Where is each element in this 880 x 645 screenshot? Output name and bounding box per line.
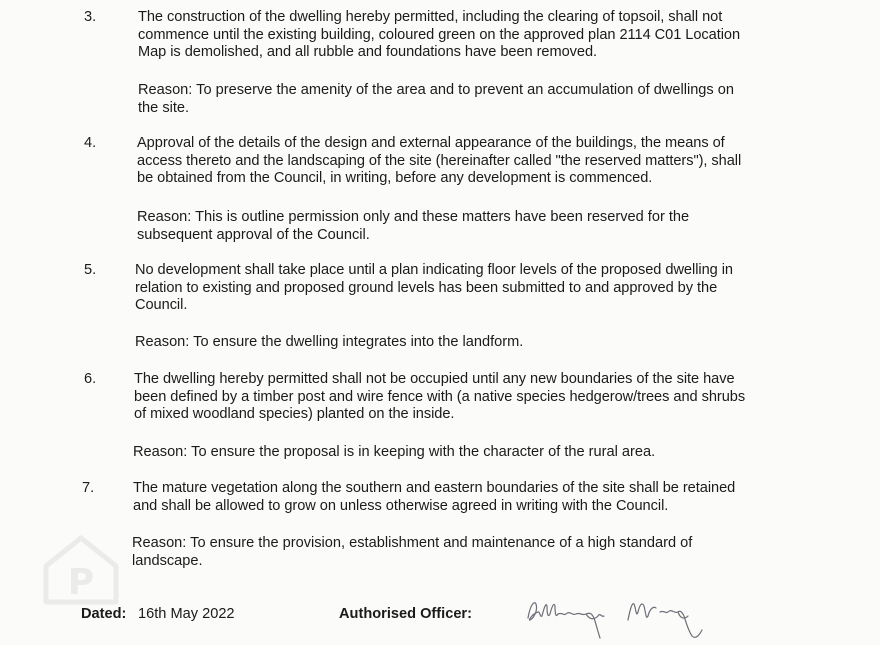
- condition-text: [138, 9, 808, 62]
- condition-line: relation to existing and proposed ground levels has been submitted to and approved by the: [135, 279, 718, 296]
- condition-text: [137, 135, 807, 188]
- condition-text: [133, 480, 803, 515]
- condition-text: [135, 262, 805, 315]
- condition-line: The construction of the dwelling hereby permitted, including the clearing of topsoil, shall not: [138, 9, 723, 25]
- dated-label: Dated:: [81, 606, 127, 622]
- condition-reason: [137, 209, 807, 244]
- condition-number: 4.: [84, 135, 97, 151]
- condition-reason: [135, 334, 805, 352]
- reason-line: Reason: To ensure the provision, establishment and maintenance of a high standard of: [132, 535, 693, 551]
- condition-line: The mature vegetation along the southern and eastern boundaries of the site shall be retained: [133, 480, 736, 496]
- reason-line: Reason: To preserve the amenity of the area and to prevent an accumulation of dwellings on: [138, 82, 735, 98]
- condition-line: be obtained from the Council, in writing, before any development is commenced.: [137, 170, 653, 186]
- condition-reason: [138, 82, 808, 117]
- condition-line: of mixed woodland species) planted on the inside.: [134, 406, 455, 422]
- condition-line: and shall be allowed to grow on unless otherwise agreed in writing with the Council.: [133, 497, 669, 514]
- reason-line: landscape.: [132, 552, 203, 569]
- house-logo-icon: [40, 532, 122, 608]
- dated-value: 16th May 2022: [138, 606, 235, 622]
- condition-reason: [132, 535, 802, 570]
- handwritten-signature: [520, 590, 720, 645]
- reason-line: Reason: To ensure the dwelling integrates into the landform.: [135, 334, 524, 350]
- watermark-letter: P: [67, 562, 95, 603]
- condition-line: Approval of the details of the design and external appearance of the buildings, the means of: [137, 135, 725, 151]
- reason-line: Reason: To ensure the proposal is in keeping with the character of the rural area.: [133, 444, 656, 460]
- condition-text: [134, 371, 804, 424]
- authorised-officer-label: Authorised Officer:: [339, 606, 472, 622]
- condition-line: The dwelling hereby permitted shall not be occupied until any new boundaries of the site have: [134, 371, 735, 387]
- condition-line: Council.: [135, 297, 188, 313]
- condition-number: 6.: [84, 371, 97, 387]
- condition-number: 3.: [84, 9, 97, 25]
- condition-line: been defined by a timber post and wire fence with (a native species hedgerow/trees and shrubs: [134, 388, 746, 405]
- condition-line: Map is demolished, and all rubble and foundations have been removed.: [138, 44, 598, 60]
- reason-line: Reason: This is outline permission only and these matters have been reserved for the: [137, 209, 690, 225]
- reason-line: subsequent approval of the Council.: [137, 226, 370, 243]
- condition-line: No development shall take place until a plan indicating floor levels of the proposed dwelling in: [135, 262, 733, 278]
- condition-line: commence until the existing building, coloured green on the approved plan 2114 C01 Location: [138, 26, 741, 43]
- condition-line: access thereto and the landscaping of the site (hereinafter called "the reserved matters"), shall: [137, 152, 742, 169]
- reason-line: the site.: [138, 99, 190, 116]
- condition-reason: [133, 444, 803, 462]
- condition-number: 5.: [84, 262, 97, 278]
- condition-number: 7.: [82, 480, 95, 496]
